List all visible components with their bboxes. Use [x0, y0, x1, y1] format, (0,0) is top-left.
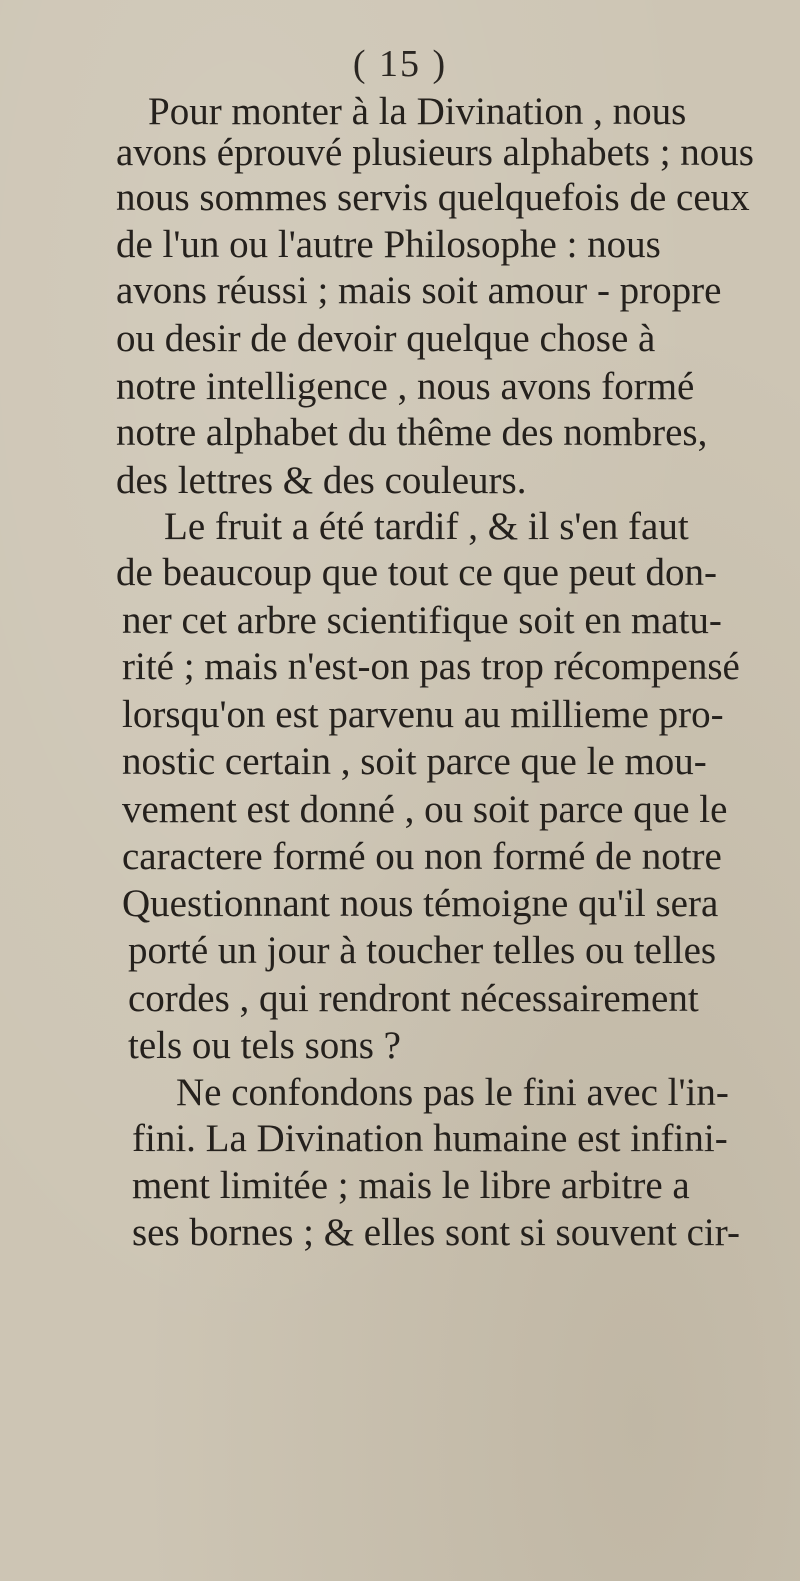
text-line: Ne confondons pas le fini avec l'in-: [176, 1071, 729, 1114]
text-line: Pour monter à la Divination , nous: [148, 90, 687, 133]
text-line: ner cet arbre scientifique soit en matu-: [122, 599, 722, 642]
text-line: notre intelligence , nous avons formé: [116, 365, 695, 408]
text-line: tels ou tels sons ?: [128, 1024, 401, 1067]
text-line: de beaucoup que tout ce que peut don-: [116, 551, 718, 594]
text-line: avons réussi ; mais soit amour - propre: [116, 269, 722, 312]
text-line: porté un jour à toucher telles ou telles: [128, 929, 717, 972]
text-line: ment limitée ; mais le libre arbitre a: [132, 1164, 690, 1207]
text-line: ou desir de devoir quelque chose à: [116, 317, 656, 360]
text-line: lorsqu'on est parvenu au millieme pro-: [122, 693, 724, 736]
text-line: Le fruit a été tardif , & il s'en faut: [164, 505, 689, 548]
text-line: nous sommes servis quelquefois de ceux: [116, 176, 750, 219]
text-line: des lettres & des couleurs.: [116, 459, 527, 502]
page-number: ( 15 ): [352, 43, 448, 85]
text-line: cordes , qui rendront nécessairement: [128, 977, 699, 1020]
text-line: Questionnant nous témoigne qu'il sera: [122, 882, 719, 925]
text-line: de l'un ou l'autre Philosophe : nous: [116, 223, 661, 266]
text-line: nostic certain , soit parce que le mou-: [122, 740, 707, 783]
text-line: notre alphabet du thême des nombres,: [116, 411, 708, 454]
text-line: vement est donné , ou soit parce que le: [122, 788, 728, 831]
text-line: ses bornes ; & elles sont si souvent cir-: [132, 1211, 740, 1254]
text-line: avons éprouvé plusieurs alphabets ; nous: [116, 131, 754, 174]
text-line: fini. La Divination humaine est infini-: [132, 1117, 728, 1160]
text-line: rité ; mais n'est-on pas trop récompensé: [122, 645, 740, 688]
text-line: caractere formé ou non formé de notre: [122, 835, 722, 878]
